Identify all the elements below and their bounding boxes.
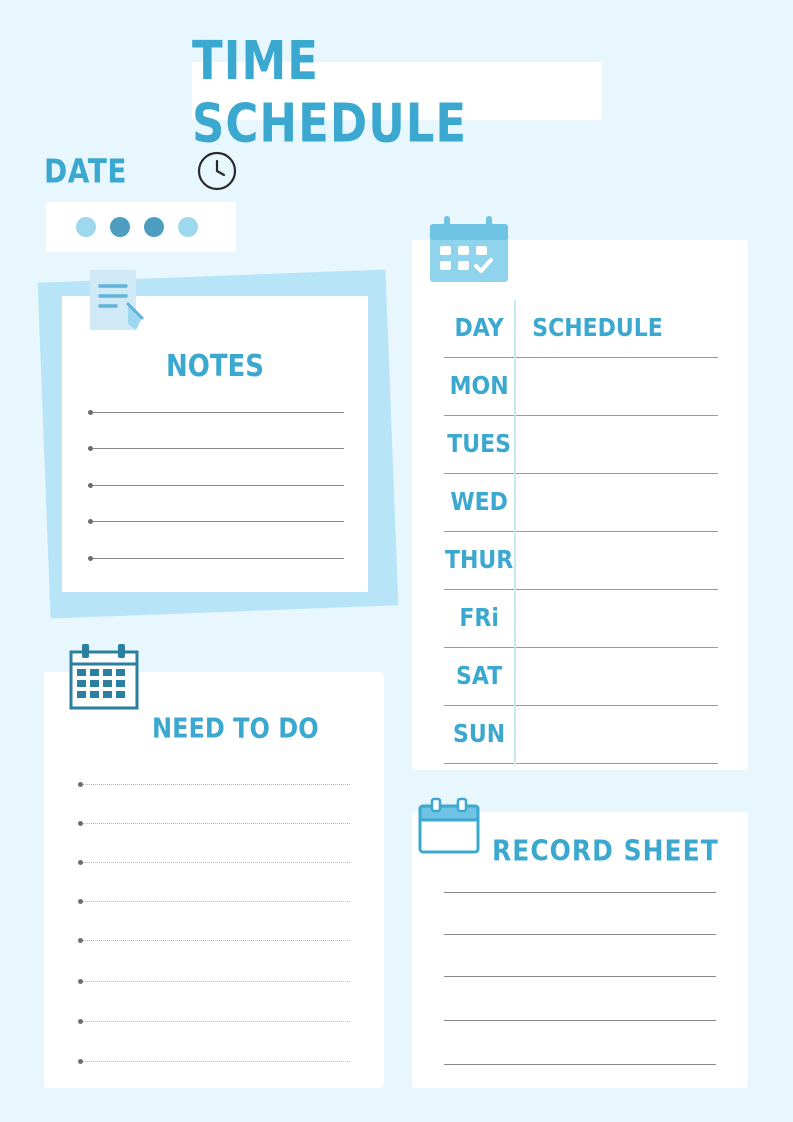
document-pencil-icon <box>88 268 150 338</box>
table-row <box>444 474 718 532</box>
schedule-day-mon: MON <box>444 358 515 416</box>
schedule-value-fri[interactable] <box>515 590 718 648</box>
schedule-day-sat: SAT <box>444 648 515 706</box>
schedule-day-thur: THUR <box>444 532 515 590</box>
calendar-blank-icon <box>418 796 480 858</box>
date-dot-1 <box>76 217 96 237</box>
todo-line[interactable] <box>78 823 350 825</box>
table-row <box>444 358 718 416</box>
schedule-header-day: DAY <box>444 300 515 358</box>
notes-line[interactable] <box>88 412 344 413</box>
date-dot-3 <box>144 217 164 237</box>
record-line[interactable] <box>444 934 716 935</box>
date-label: DATE <box>44 152 127 191</box>
table-row <box>444 416 718 474</box>
calendar-icon <box>68 642 144 714</box>
schedule-day-wed: WED <box>444 474 515 532</box>
notes-line[interactable] <box>88 558 344 559</box>
table-row <box>444 532 718 590</box>
todo-line[interactable] <box>78 981 350 983</box>
date-input-box[interactable] <box>46 202 236 252</box>
schedule-value-sun[interactable] <box>515 706 718 764</box>
schedule-day-fri: FRi <box>444 590 515 648</box>
date-dot-4 <box>178 217 198 237</box>
todo-title: NEED TO DO <box>152 712 319 745</box>
record-line[interactable] <box>444 1064 716 1065</box>
record-line[interactable] <box>444 892 716 893</box>
notes-title: NOTES <box>165 349 265 385</box>
todo-line[interactable] <box>78 901 350 903</box>
page-title: TIME SCHEDULE <box>192 29 468 155</box>
table-header-row <box>444 300 718 358</box>
todo-line[interactable] <box>78 784 350 786</box>
schedule-day-tues: TUES <box>444 416 515 474</box>
todo-line[interactable] <box>78 1061 350 1063</box>
schedule-value-thur[interactable] <box>515 532 718 590</box>
schedule-value-sat[interactable] <box>515 648 718 706</box>
schedule-header-schedule: SCHEDULE <box>532 314 663 343</box>
schedule-value-tues[interactable] <box>515 416 718 474</box>
record-line[interactable] <box>444 976 716 977</box>
todo-line[interactable] <box>78 862 350 864</box>
notes-card <box>62 296 368 592</box>
table-row <box>444 648 718 706</box>
schedule-value-mon[interactable] <box>515 358 718 416</box>
todo-line[interactable] <box>78 1021 350 1023</box>
date-dot-2 <box>110 217 130 237</box>
notes-line[interactable] <box>88 485 344 486</box>
notes-line[interactable] <box>88 448 344 449</box>
record-line[interactable] <box>444 1020 716 1021</box>
clock-icon <box>196 150 238 192</box>
table-row <box>444 706 718 764</box>
table-row <box>444 590 718 648</box>
schedule-table <box>444 300 718 764</box>
notes-line[interactable] <box>88 521 344 522</box>
todo-line[interactable] <box>78 940 350 942</box>
schedule-day-sun: SUN <box>444 706 515 764</box>
schedule-value-wed[interactable] <box>515 474 718 532</box>
record-title: RECORD SHEET <box>492 834 719 868</box>
calendar-check-icon <box>428 214 510 286</box>
